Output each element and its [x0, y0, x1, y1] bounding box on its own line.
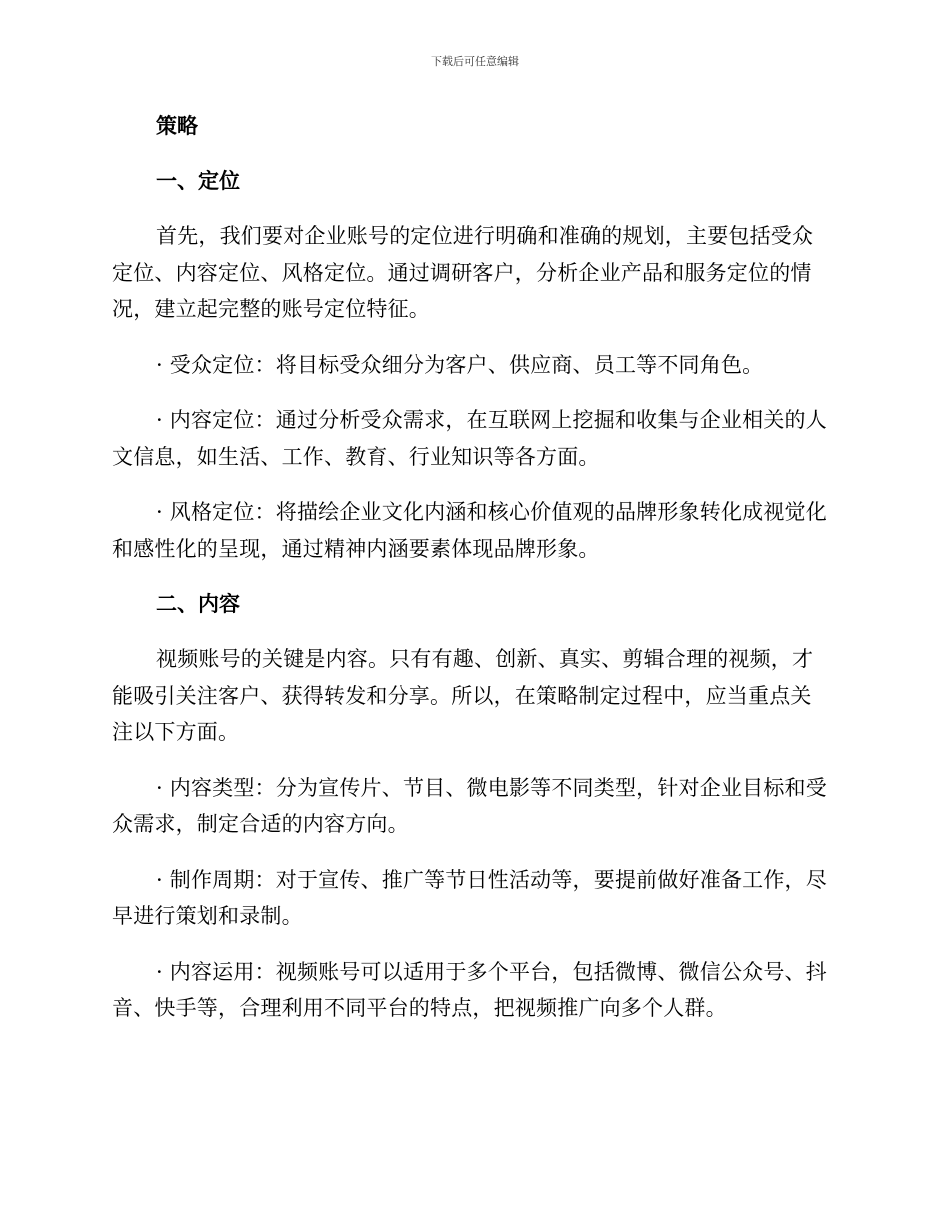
- bullet-content-positioning: · 内容定位：通过分析受众需求，在互联网上挖掘和收集与企业相关的人文信息，如生活、工作、教育、行业知识等各方面。: [112, 408, 827, 469]
- section-heading-positioning: 一、定位: [156, 168, 240, 193]
- bullet-content-usage: · 内容运用：视频账号可以适用于多个平台，包括微博、微信公众号、抖音、快手等，合理利用不同平台的特点，把视频推广向多个人群。: [112, 959, 827, 1020]
- document-body: [112, 108, 832, 1046]
- paragraph-positioning-intro: 首先，我们要对企业账号的定位进行明确和准确的规划，主要包括受众定位、内容定位、风格定位。通过调研客户，分析企业产品和服务定位的情况，建立起完整的账号定位特征。: [112, 224, 814, 321]
- bullet-style-positioning: · 风格定位：将描绘企业文化内涵和核心价值观的品牌形象转化成视觉化和感性化的呈现，通过精神内涵要素体现品牌形象。: [112, 500, 827, 561]
- document-title: 策略: [156, 113, 198, 138]
- section-heading-content: 二、内容: [156, 591, 240, 616]
- header-note: 下载后可任意编辑: [431, 55, 519, 68]
- bullet-content-type: · 内容类型：分为宣传片、节目、微电影等不同类型，针对企业目标和受众需求，制定合适的内容方向。: [112, 775, 827, 836]
- bullet-audience-positioning: · 受众定位：将目标受众细分为客户、供应商、员工等不同角色。: [156, 352, 764, 377]
- bullet-production-cycle: · 制作周期：对于宣传、推广等节日性活动等，要提前做好准备工作，尽早进行策划和录制。: [112, 867, 827, 928]
- paragraph-content-intro: 视频账号的关键是内容。只有有趣、创新、真实、剪辑合理的视频，才能吸引关注客户、获得转发和分享。所以，在策略制定过程中，应当重点关注以下方面。: [112, 647, 814, 744]
